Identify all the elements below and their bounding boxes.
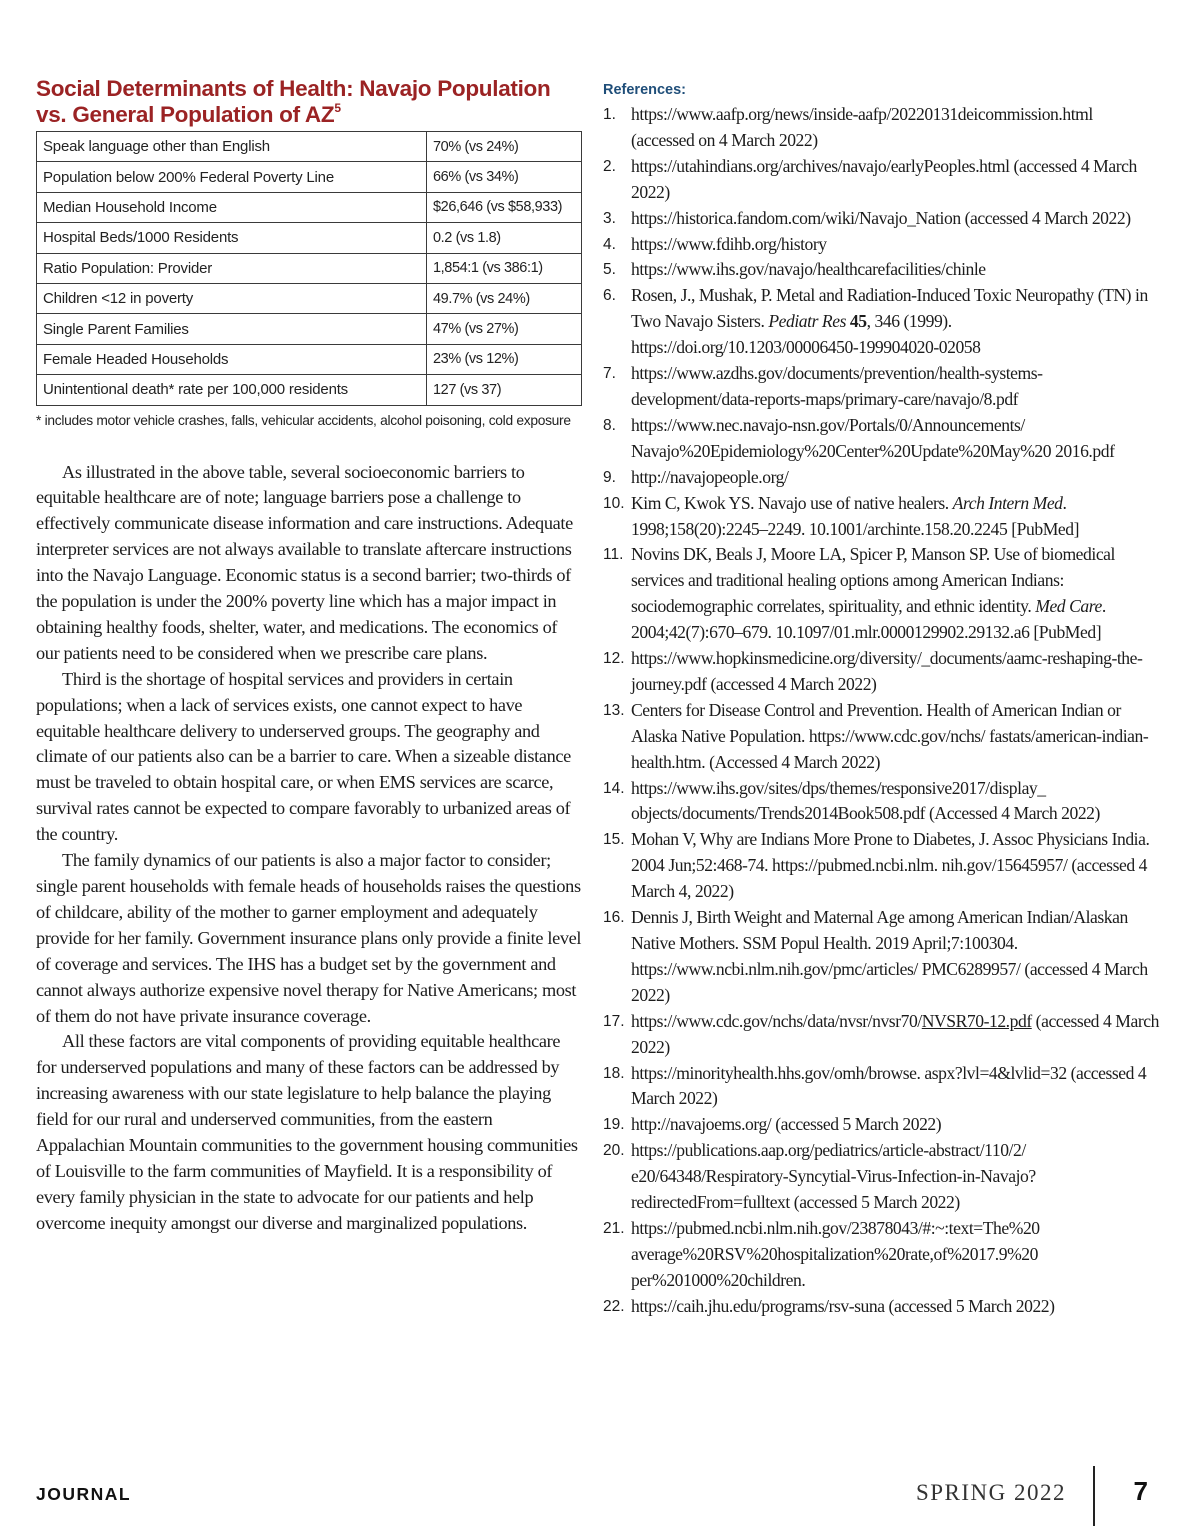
reference-item <box>603 413 1159 465</box>
reference-item <box>603 257 1159 283</box>
reference-text: https://caih.jhu.edu/programs/rsv-suna (accessed 5 March 2022) <box>631 1295 1055 1316</box>
reference-text: Mohan V, Why are Indians More Prone to Diabetes, J. Assoc Physicians India. 2004 Jun;52:468-74. https://pubmed.ncbi.nlm. nih.gov/15645957/ (accessed 4 March 4, 2022) <box>631 829 1150 902</box>
table-row <box>37 162 582 192</box>
reference-number: 20. <box>603 1142 625 1160</box>
table-row <box>37 192 582 222</box>
reference-item <box>603 361 1159 413</box>
references-list <box>603 102 1159 1320</box>
reference-text: . 1998;158(20):2245–2249. 10.1001/archinte.158.20.2245 [PubMed] <box>631 492 1080 539</box>
reference-text: https://minorityhealth.hhs.gov/omh/browse. aspx?lvl=4&lvlid=32 (accessed 4 March 2022) <box>631 1062 1147 1109</box>
reference-number: 9. <box>603 468 616 486</box>
left-column <box>36 76 582 1237</box>
reference-number: 15. <box>603 831 625 849</box>
reference-number: 7. <box>603 365 616 383</box>
reference-number: 19. <box>603 1116 625 1134</box>
issue-label: SPRING 2022 <box>915 1480 1066 1505</box>
reference-item <box>603 827 1159 905</box>
table-title <box>36 76 582 128</box>
article-body <box>36 460 582 1237</box>
table-footnote: * includes motor vehicle crashes, falls, vehicular accidents, alcohol poisoning, cold exposure <box>36 412 571 428</box>
reference-item <box>603 1009 1159 1061</box>
reference-number: 6. <box>603 287 616 305</box>
row-value: 127 (vs 37) <box>427 375 582 405</box>
table-row <box>37 132 582 162</box>
row-label: Speak language other than English <box>37 132 427 162</box>
row-label: Median Household Income <box>37 192 427 222</box>
journal-name: Pediatr Res <box>768 311 846 332</box>
row-value: 49.7% (vs 24%) <box>427 283 582 313</box>
reference-item <box>603 206 1159 232</box>
reference-link[interactable]: NVSR70-12.pdf <box>921 1010 1032 1031</box>
table-row <box>37 344 582 374</box>
reference-item <box>603 776 1159 828</box>
reference-item <box>603 698 1159 776</box>
row-value: 47% (vs 27%) <box>427 314 582 344</box>
reference-text: https://pubmed.ncbi.nlm.nih.gov/23878043/#:~:text=The%20 average%20RSV%20hospitalization%20rate,of%2017.9%20 per%201000%20children. <box>631 1217 1040 1290</box>
reference-text: https://www.ihs.gov/navajo/healthcarefacilities/chinle <box>631 259 986 280</box>
journal-brand: JOURNAL <box>36 1484 132 1504</box>
body-paragraph: As illustrated in the above table, several socioeconomic barriers to equitable healthcare are of note; language barriers pose a challenge to effectively communicate disease information and care instructions. Adequate interpreter services are not always available to translate aftercare instructions into the Navajo Language. Economic status is a second barrier; two-thirds of the population is under the 200% poverty line which has a major impact in obtaining healthy foods, shelter, water, and medications. The economics of our patients need to be considered when we prescribe care plans. <box>36 461 573 663</box>
row-value: 0.2 (vs 1.8) <box>427 223 582 253</box>
title-footnote-ref[interactable]: 5 <box>334 101 341 115</box>
reference-text: https://historica.fandom.com/wiki/Navajo_Nation (accessed 4 March 2022) <box>631 207 1131 228</box>
table-row <box>37 375 582 405</box>
reference-number: 22. <box>603 1297 625 1315</box>
reference-text: 45 <box>849 311 867 332</box>
reference-number: 4. <box>603 235 616 253</box>
reference-text: https://www.azdhs.gov/documents/prevention/health-systems-development/data-reports-maps/primary-care/navajo/8.pdf <box>631 363 1043 409</box>
page-number: 7 <box>1133 1476 1148 1506</box>
row-value: 70% (vs 24%) <box>427 132 582 162</box>
reference-text: Rosen, J., Mushak, P. Metal and Radiation-Induced Toxic Neuropathy (TN) in Two Navajo Sisters. <box>631 285 1148 332</box>
table-row <box>37 283 582 313</box>
table-row <box>37 314 582 344</box>
reference-number: 14. <box>603 779 625 797</box>
reference-item <box>603 1112 1159 1138</box>
reference-text: https://www.nec.navajo-nsn.gov/Portals/0/Announcements/ Navajo%20Epidemiology%20Center%20Update%20May%20 2016.pdf <box>631 414 1115 461</box>
reference-number: 10. <box>603 494 625 512</box>
footer-divider <box>1093 1466 1095 1526</box>
reference-text: https://www.cdc.gov/nchs/data/nvsr/nvsr70/ <box>631 1010 922 1031</box>
row-value: 23% (vs 12%) <box>427 344 582 374</box>
reference-text: Centers for Disease Control and Prevention. Health of American Indian or Alaska Native Population. https://www.cdc.gov/nchs/ fastats/american-indian-health.htm. (Accessed 4 March 2022) <box>631 699 1149 772</box>
references-column <box>603 80 1159 1320</box>
table-row <box>37 253 582 283</box>
row-label: Children <12 in poverty <box>37 283 427 313</box>
reference-item <box>603 102 1159 154</box>
reference-number: 18. <box>603 1064 625 1082</box>
journal-name: Med Care <box>1035 596 1102 617</box>
reference-text: https://www.ihs.gov/sites/dps/themes/responsive2017/display_ objects/documents/Trends2014Book508.pdf (Accessed 4 March 2022) <box>631 777 1100 824</box>
reference-number: 8. <box>603 416 616 434</box>
reference-text: https://utahindians.org/archives/navajo/earlyPeoples.html (accessed 4 March 2022) <box>631 155 1137 202</box>
reference-item <box>603 283 1159 361</box>
reference-number: 16. <box>603 909 625 927</box>
row-value: $26,646 (vs $58,933) <box>427 192 582 222</box>
reference-text: https://www.aafp.org/news/inside-aafp/20220131deicommission.html (accessed on 4 March 2022) <box>631 104 1093 150</box>
row-label: Unintentional death* rate per 100,000 residents <box>37 375 427 405</box>
reference-item <box>603 491 1159 543</box>
reference-number: 1. <box>603 106 616 123</box>
reference-number: 13. <box>603 701 625 719</box>
reference-item <box>603 232 1159 258</box>
reference-item <box>603 154 1159 206</box>
row-label: Ratio Population: Provider <box>37 253 427 283</box>
journal-name: Arch Intern Med <box>952 492 1063 513</box>
table-row <box>37 223 582 253</box>
reference-text: Kim C, Kwok YS. Navajo use of native healers. <box>631 492 953 513</box>
reference-text: https://www.fdihb.org/history <box>631 233 827 254</box>
reference-text: . 2004;42(7):670–679. 10.1097/01.mlr.0000129902.29132.a6 [PubMed] <box>631 596 1106 643</box>
row-label: Single Parent Families <box>37 314 427 344</box>
reference-number: 2. <box>603 157 616 175</box>
reference-number: 5. <box>603 261 616 279</box>
reference-text: http://navajopeople.org/ <box>631 466 789 487</box>
reference-text: https://publications.aap.org/pediatrics/article-abstract/110/2/ e20/64348/Respiratory-Syncytial-Virus-Infection-in-Navajo?redirectedFrom=fulltext (accessed 5 March 2022) <box>631 1140 1036 1213</box>
reference-text: , 346 (1999). https://doi.org/10.1203/00006450-199904020-02058 <box>631 311 981 358</box>
reference-number: 17. <box>603 1012 625 1030</box>
reference-number: 12. <box>603 650 625 668</box>
table-title-text: Social Determinants of Health: Navajo Population vs. General Population of AZ <box>36 76 551 127</box>
reference-text: (accessed 4 March 2022) <box>631 1010 1159 1057</box>
reference-item <box>603 1294 1159 1320</box>
page-footer <box>36 1466 1164 1526</box>
reference-text: Novins DK, Beals J, Moore LA, Spicer P, Manson SP. Use of biomedical services and traditional healing options among American Indians: sociodemographic correlates, spirituality, and ethnic identity. <box>631 544 1115 617</box>
reference-item <box>603 1138 1159 1216</box>
reference-number: 21. <box>603 1219 625 1237</box>
reference-item <box>603 1061 1159 1113</box>
body-paragraph: The family dynamics of our patients is also a major factor to consider; single parent households with female heads of households raises the questions of childcare, ability of the mother to garner employment and adequately provide for her family. Government insurance plans only provide a finite level of coverage and services. The IHS has a budget set by the government and cannot always authorize expensive novel therapy for Native Americans; most of them do not have private insurance coverage. <box>36 850 582 1026</box>
row-value: 66% (vs 34%) <box>427 162 582 192</box>
row-value: 1,854:1 (vs 386:1) <box>427 253 582 283</box>
sdoh-table <box>36 131 582 406</box>
row-label: Hospital Beds/1000 Residents <box>37 223 427 253</box>
reference-item <box>603 646 1159 698</box>
reference-text: Dennis J, Birth Weight and Maternal Age among American Indian/Alaskan Native Mothers. SSM Popul Health. 2019 April;7:100304. https://www.ncbi.nlm.nih.gov/pmc/articles/ PMC6289957/ (accessed 4 March 2022) <box>631 907 1148 1005</box>
reference-item <box>603 1216 1159 1294</box>
references-heading: References: <box>603 82 687 98</box>
row-label: Female Headed Households <box>37 344 427 374</box>
row-label: Population below 200% Federal Poverty Line <box>37 162 427 192</box>
body-paragraph: All these factors are vital components of providing equitable healthcare for underserved populations and many of these factors can be addressed by increasing awareness with our state legislature to help balance the playing field for our rural and underserved communities, from the eastern Appalachian Mountain communities to the government housing communities of Louisville to the farm communities of Mayfield. It is a responsibility of every family physician in the state to advocate for our patients and help overcome inequity amongst our diverse and marginalized populations. <box>36 1031 578 1233</box>
reference-number: 11. <box>603 546 624 564</box>
reference-number: 3. <box>603 209 616 227</box>
reference-text: https://www.hopkinsmedicine.org/diversity/_documents/aamc-reshaping-the-journey.pdf (accessed 4 March 2022) <box>631 648 1143 694</box>
body-paragraph: Third is the shortage of hospital services and providers in certain populations; when a lack of services exists, one cannot expect to have equitable healthcare delivery to underserved groups. The geography and climate of our patients also can be a barrier to care. When a sizeable distance must be traveled to obtain hospital care, or when EMS services are scarce, survival rates cannot be expected to compare favorably to urbanized areas of the country. <box>36 668 571 845</box>
reference-item <box>603 465 1159 491</box>
reference-text: http://navajoems.org/ (accessed 5 March 2022) <box>631 1114 942 1135</box>
reference-item <box>603 542 1159 646</box>
reference-item <box>603 905 1159 1009</box>
